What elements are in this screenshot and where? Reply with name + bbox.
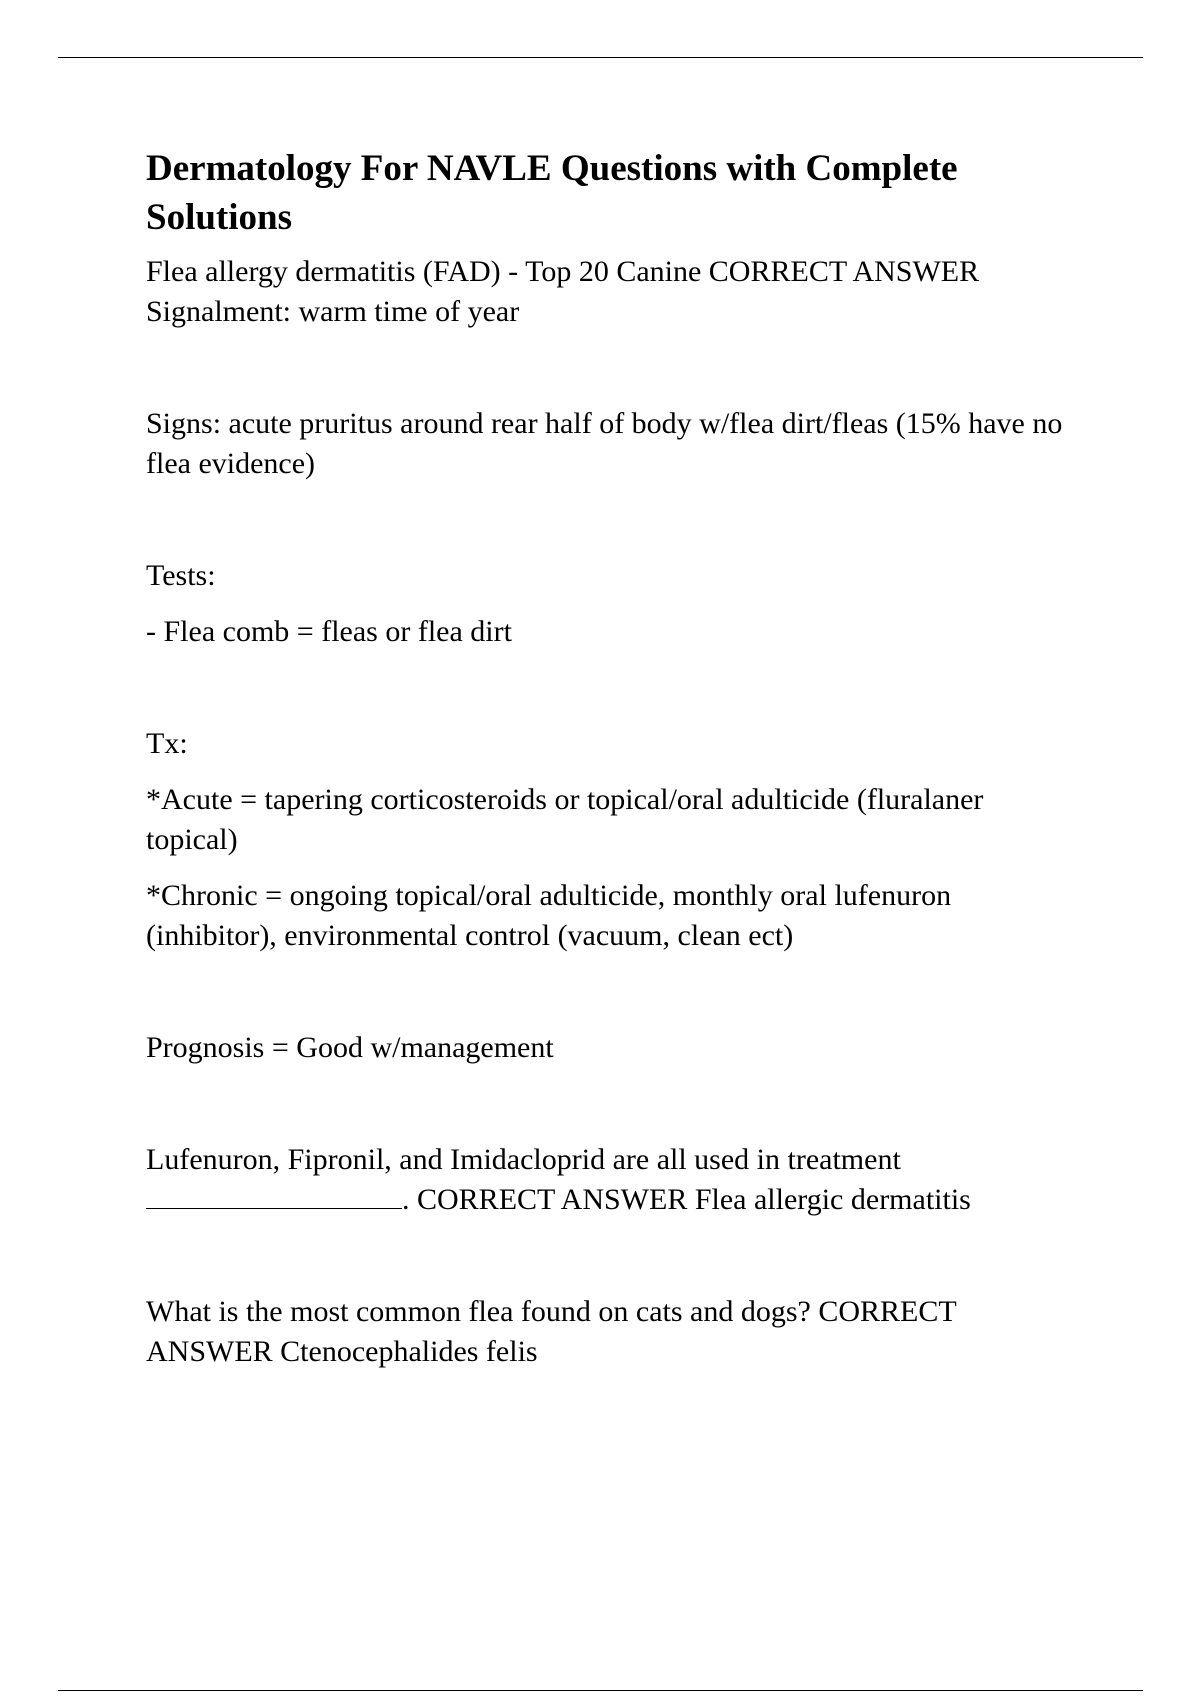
fill-in-blank — [146, 1180, 402, 1209]
tx-acute: *Acute = tapering corticosteroids or topical/oral adulticide (fluralaner topical) — [146, 783, 991, 856]
tx-heading: Tx: — [146, 727, 188, 760]
fad-signalment: Flea allergy dermatitis (FAD) - Top 20 Canine CORRECT ANSWER Signalment: warm time of year — [146, 255, 987, 328]
tests-flea-comb: - Flea comb = fleas or flea dirt — [146, 615, 512, 648]
fad-signs: Signs: acute pruritus around rear half of body w/flea dirt/fleas (15% have no flea evidence) — [146, 407, 1070, 480]
header-rule — [58, 57, 1143, 58]
document-title: Dermatology For NAVLE Questions with Complete Solutions — [146, 148, 958, 238]
document-body — [146, 144, 1070, 1372]
prognosis: Prognosis = Good w/management — [146, 1031, 554, 1064]
question-lufenuron — [146, 1140, 1066, 1220]
question-lufenuron-text: Lufenuron, Fipronil, and Imidacloprid are all used in treatment — [146, 1143, 901, 1176]
footer-rule — [58, 1690, 1143, 1691]
tests-heading: Tests: — [146, 559, 216, 592]
tx-chronic: *Chronic = ongoing topical/oral adulticide, monthly oral lufenuron (inhibitor), environmental control (vacuum, clean ect) — [146, 879, 959, 952]
question-lufenuron-answer: . CORRECT ANSWER Flea allergic dermatitis — [402, 1183, 971, 1216]
question-common-flea: What is the most common flea found on cats and dogs? CORRECT ANSWER Ctenocephalides felis — [146, 1295, 963, 1368]
